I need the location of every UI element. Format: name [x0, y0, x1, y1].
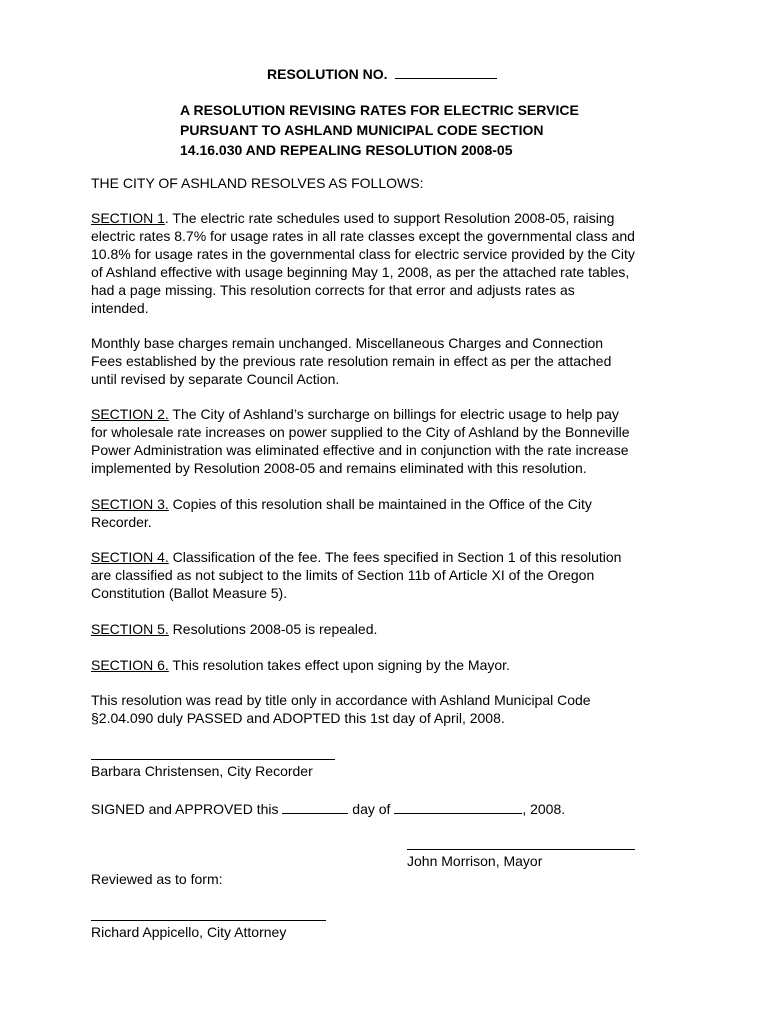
section-1-line-1: . The electric rate schedules used to support Resolution 2008-05, raising [164, 210, 615, 226]
recorder-name: Barbara Christensen, City Recorder [91, 763, 313, 779]
month-blank [394, 799, 522, 814]
section-2-line-3: Power Administration was eliminated effective and in conjunction with the rate increase [91, 442, 629, 458]
signed-text-2: day of [348, 801, 395, 817]
section-1-line-3: 10.8% for usage rates in the governmental class for electric service provided by the City [91, 246, 635, 262]
heading-line-2: PURSUANT TO ASHLAND MUNICIPAL CODE SECTION [180, 122, 544, 138]
signed-text-1: SIGNED and APPROVED this [91, 801, 283, 817]
section-1-line-6: intended. [91, 300, 149, 316]
section-6-text: This resolution takes effect upon signing by the Mayor. [168, 657, 510, 673]
resolution-heading [180, 100, 579, 160]
section-2-line-1: The City of Ashland’s surcharge on billings for electric usage to help pay [168, 406, 619, 422]
reviewed-label: Reviewed as to form: [91, 871, 223, 887]
day-blank [282, 799, 348, 814]
section-6 [91, 656, 691, 674]
section-4 [91, 548, 691, 602]
reading-line-1: This resolution was read by title only in accordance with Ashland Municipal Code [91, 692, 591, 708]
section-2 [91, 405, 691, 477]
monthly-line-2: Fees established by the previous rate resolution remain in effect as per the attached [91, 353, 612, 369]
monthly-line-3: until revised by separate Council Action. [91, 371, 340, 387]
recorder-signature-line [91, 759, 335, 760]
monthly-line-1: Monthly base charges remain unchanged. Miscellaneous Charges and Connection [91, 335, 604, 351]
mayor-signature-line [407, 849, 635, 850]
mayor-name: John Morrison, Mayor [407, 853, 543, 869]
section-4-label: SECTION 4. [91, 549, 169, 565]
reading-paragraph [91, 691, 691, 727]
reading-line-2: §2.04.090 duly PASSED and ADOPTED this 1st day of April, 2008. [91, 710, 505, 726]
resolution-number-blank [395, 64, 497, 79]
section-2-line-4: implemented by Resolution 2008-05 and remains eliminated with this resolution. [91, 460, 587, 476]
section-1 [91, 209, 691, 317]
section-4-line-3: Constitution (Ballot Measure 5). [91, 585, 288, 601]
intro-paragraph [91, 174, 691, 192]
section-5 [91, 620, 691, 638]
heading-line-3: 14.16.030 AND REPEALING RESOLUTION 2008-05 [180, 142, 513, 158]
resolution-title [267, 64, 497, 82]
section-3-line-1: Copies of this resolution shall be maintained in the Office of the City [168, 496, 592, 512]
section-2-label: SECTION 2. [91, 406, 169, 422]
signed-approved-line [91, 799, 565, 817]
section-4-line-1: Classification of the fee. The fees specified in Section 1 of this resolution [168, 549, 622, 565]
attorney-signature-line [91, 920, 326, 921]
section-2-line-2: for wholesale rate increases on power supplied to the City of Ashland by the Bonneville [91, 424, 630, 440]
section-4-line-2: are classified as not subject to the limits of Section 11b of Article XI of the Oregon [91, 567, 595, 583]
signed-text-3: , 2008. [522, 801, 566, 817]
section-5-label: SECTION 5. [91, 621, 169, 637]
section-6-label: SECTION 6. [91, 657, 169, 673]
section-1-line-5: had a page missing. This resolution corrects for that error and adjusts rates as [91, 282, 575, 298]
section-1-line-4: of Ashland effective with usage beginning May 1, 2008, as per the attached rate tables, [91, 264, 630, 280]
resolution-title-label: RESOLUTION NO. [267, 66, 388, 82]
section-3-label: SECTION 3. [91, 496, 169, 512]
section-3-line-2: Recorder. [91, 514, 152, 530]
section-1-line-2: electric rates 8.7% for usage rates in all rate classes except the governmental class and [91, 228, 635, 244]
monthly-charges-paragraph [91, 334, 691, 388]
intro-text: THE CITY OF ASHLAND RESOLVES AS FOLLOWS: [91, 175, 424, 191]
section-1-label: SECTION 1 [91, 210, 165, 226]
attorney-name: Richard Appicello, City Attorney [91, 924, 287, 940]
section-5-text: Resolutions 2008-05 is repealed. [168, 621, 378, 637]
section-3 [91, 495, 691, 531]
heading-line-1: A RESOLUTION REVISING RATES FOR ELECTRIC SERVICE [180, 102, 579, 118]
